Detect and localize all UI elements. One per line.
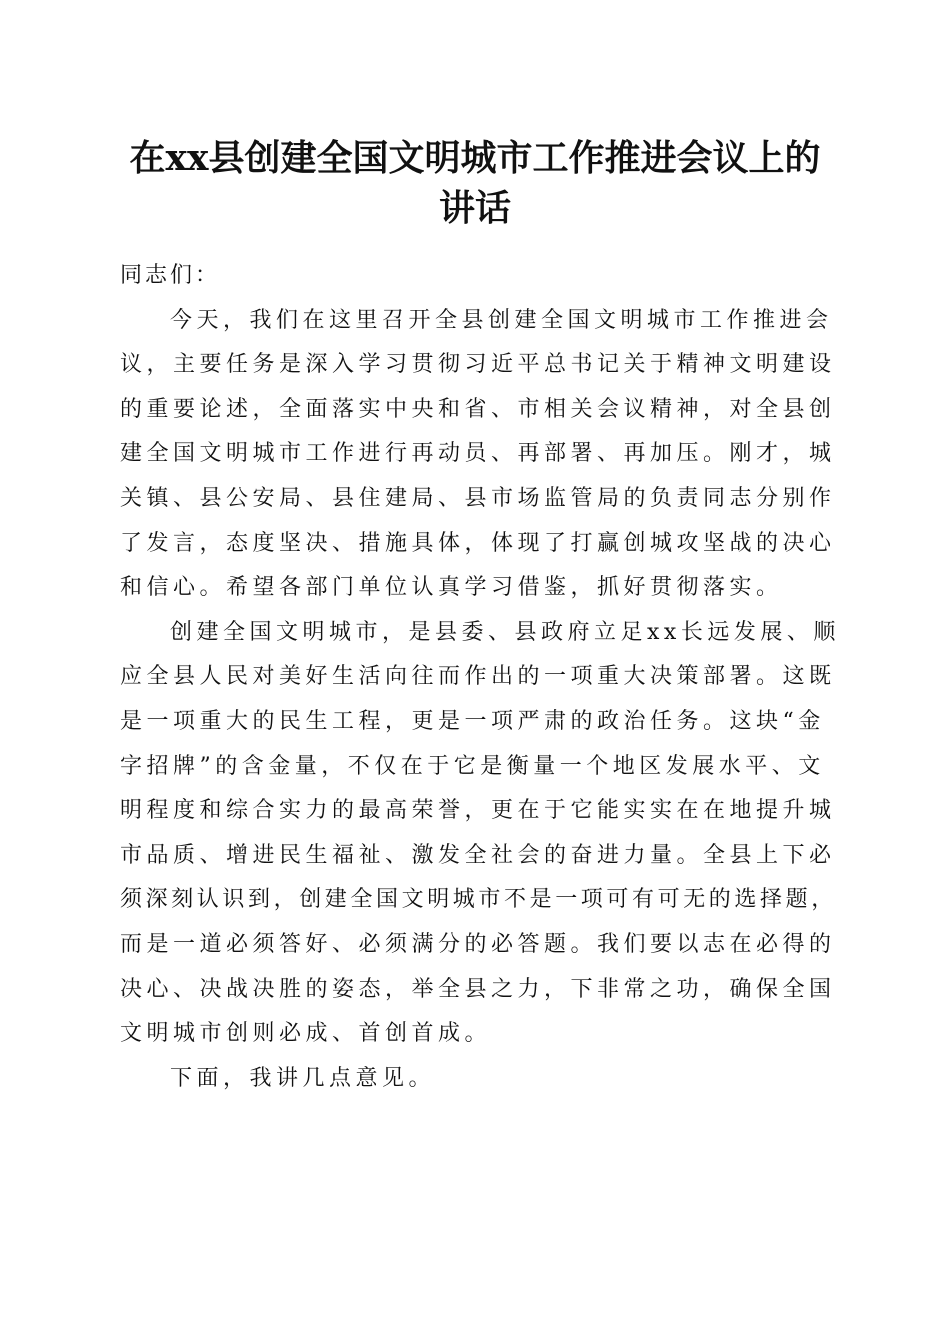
paragraph-line: 文明城市创则必成、首创首成。 [120, 1021, 492, 1047]
paragraph-line: 而是一道必须答好、必须满分的必答题。我们要以志在必得的 [120, 931, 836, 957]
paragraph-line: 决心、决战决胜的姿态，举全县之力，下非常之功，确保全国 [120, 976, 836, 1002]
paragraph-line: 市品质、增进民生福祉、激发全社会的奋进力量。全县上下必 [120, 842, 836, 868]
paragraph-2 [120, 611, 840, 1057]
title-line: 讲话 [438, 187, 511, 229]
paragraph-line: 关镇、县公安局、县住建局、县市场监管局的负责同志分别作 [120, 485, 836, 511]
paragraph-line: 应全县人民对美好生活向往而作出的一项重大决策部署。这既 [120, 664, 836, 690]
paragraph-line: 今天，我们在这里召开全县创建全国文明城市工作推进会 [170, 307, 833, 333]
paragraph-line: 下面，我讲几点意见。 [170, 1065, 436, 1091]
document-title [110, 133, 840, 233]
paragraph-1 [120, 299, 836, 611]
salutation: 同志们： [120, 263, 221, 288]
paragraph-line: 是一项重大的民生工程，更是一项严肃的政治任务。这块“金 [120, 708, 825, 734]
paragraph-line: 建全国文明城市工作进行再动员、再部署、再加压。刚才，城 [120, 441, 836, 467]
paragraph-line: 字招牌”的含金量，不仅在于它是衡量一个地区发展水平、文 [120, 753, 825, 779]
document-body [120, 254, 840, 1101]
paragraph-line: 的重要论述，全面落实中央和省、市相关会议精神，对全县创 [120, 396, 836, 422]
paragraph-line: 议，主要任务是深入学习贯彻习近平总书记关于精神文明建设 [120, 352, 836, 378]
title-line: 在xx县创建全国文明城市工作推进会议上的 [129, 137, 821, 179]
paragraph-line: 创建全国文明城市，是县委、县政府立足xx长远发展、顺 [170, 619, 840, 645]
paragraph-line: 了发言，态度坚决、措施具体，体现了打赢创城攻坚战的决心 [120, 530, 836, 556]
paragraph-line: 须深刻认识到，创建全国文明城市不是一项可有可无的选择题， [120, 887, 837, 913]
paragraph-line: 和信心。希望各部门单位认真学习借鉴，抓好贯彻落实。 [120, 575, 783, 601]
paragraph-line: 明程度和综合实力的最高荣誉，更在于它能实实在在地提升城 [120, 798, 836, 824]
paragraph-3 [120, 1057, 830, 1102]
